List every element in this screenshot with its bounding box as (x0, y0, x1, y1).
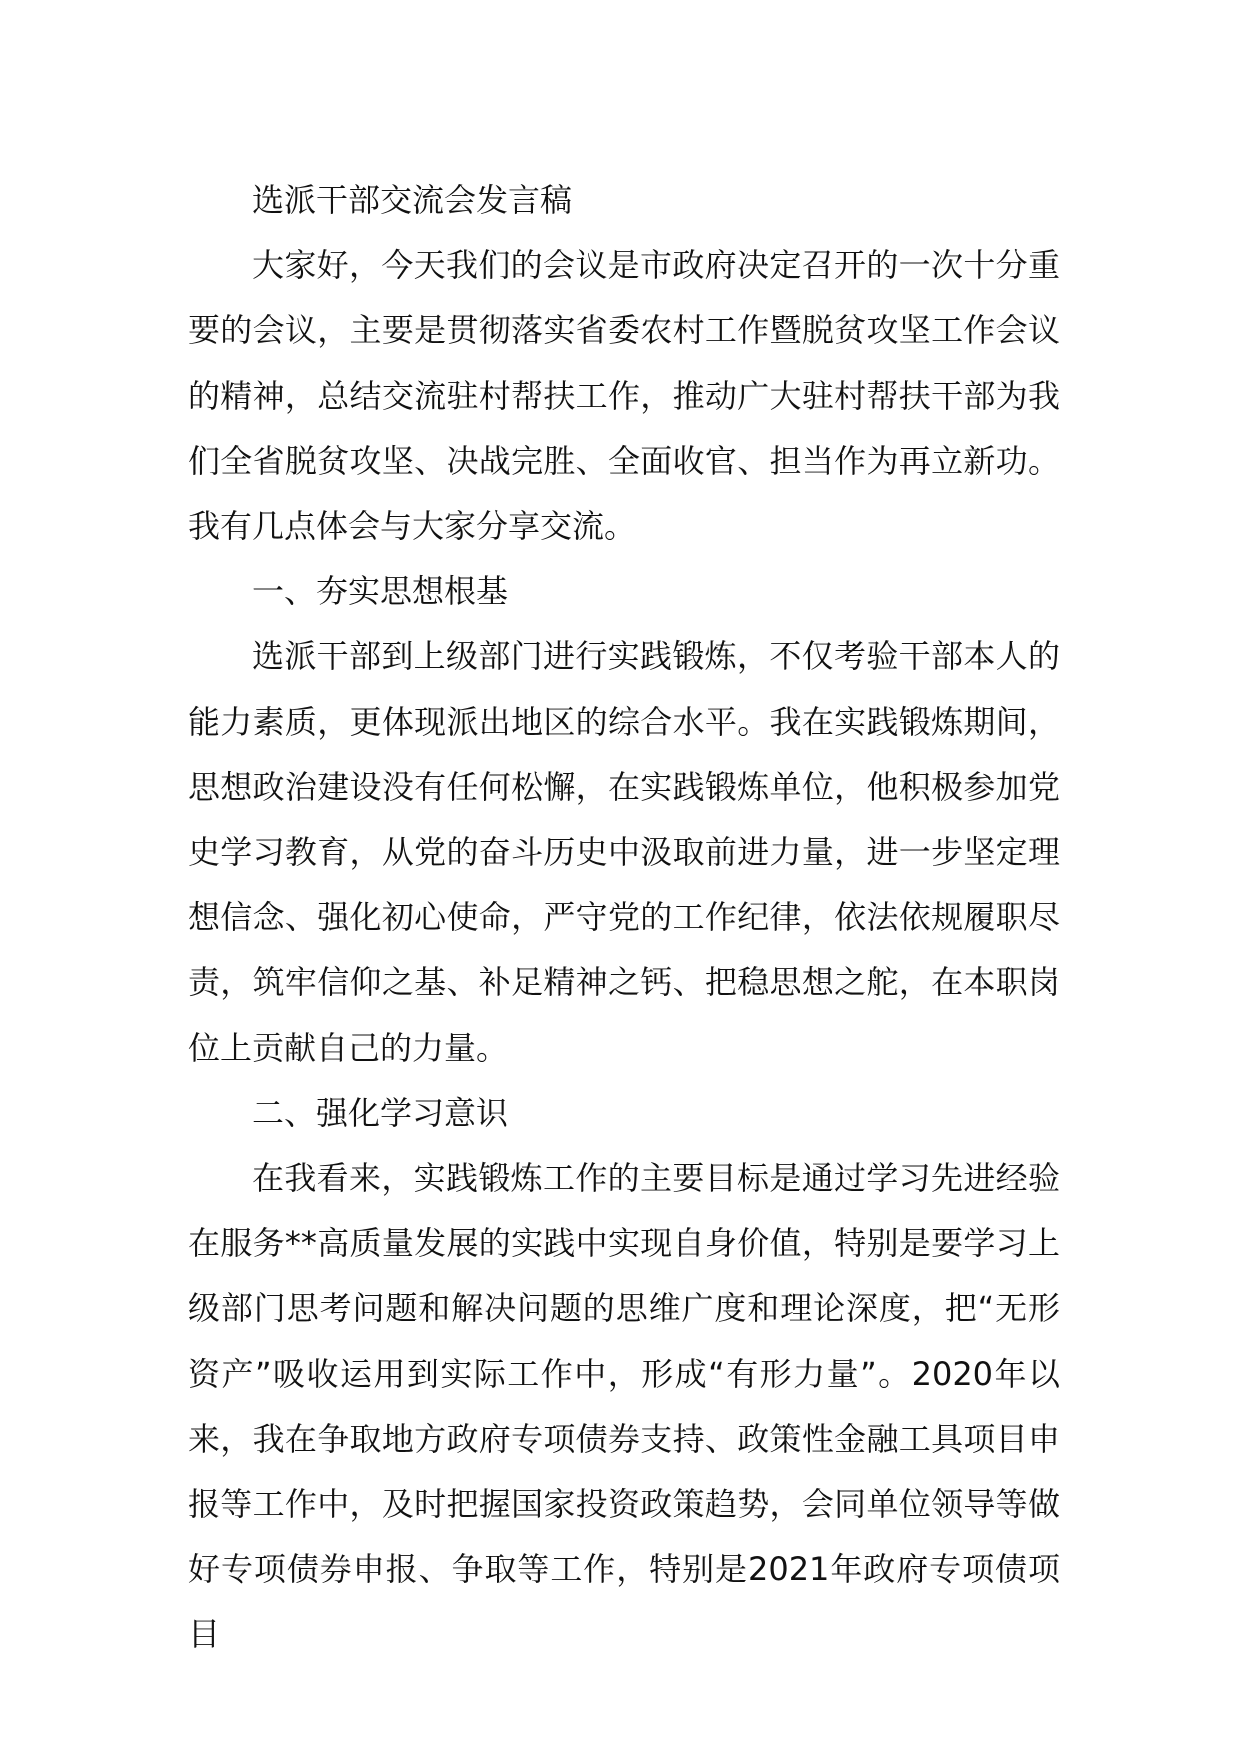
section-heading-2: 二、强化学习意识 (252, 1093, 509, 1132)
section-heading-1: 一、夯实思想根基 (252, 572, 509, 611)
paragraph-section-1: 选派干部到上级部门进行实践锻炼，不仅考验干部本人的能力素质，更体现派出地区的综合水平。我在实践锻炼期间，思想政治建设没有任何松懈，在实践锻炼单位，他积极参加党史学习教育，从党的奋斗历史中汲取前进力量，进一步坚定理想信念、强化初心使命，严守党的工作纪律，依法依规履职尽责，筑牢信仰之基、补足精神之钙、把稳思想之舵，在本职岗位上贡献自己的力量。 (188, 637, 1060, 1067)
paragraph-greeting: 大家好，今天我们的会议是市政府决定召开的一次十分重要的会议，主要是贯彻落实省委农村工作暨脱贫攻坚工作会议的精神，总结交流驻村帮扶工作，推动广大驻村帮扶干部为我们全省脱贫攻坚、决战完胜、全面收官、担当作为再立新功。我有几点体会与大家分享交流。 (188, 246, 1060, 546)
paragraph-section-2: 在我看来，实践锻炼工作的主要目标是通过学习先进经验在服务**高质量发展的实践中实现自身价值，特别是要学习上级部门思考问题和解决问题的思维广度和理论深度，把“无形资产”吸收运用到实际工作中，形成“有形力量”。2020年以来，我在争取地方政府专项债券支持、政策性金融工具项目申报等工作中，及时把握国家投资政策趋势，会同单位领导等做好专项债券申报、争取等工作，特别是2021年政府专项债项目 (188, 1159, 1060, 1654)
document-body (188, 168, 1060, 1668)
document-title: 选派干部交流会发言稿 (252, 181, 573, 219)
